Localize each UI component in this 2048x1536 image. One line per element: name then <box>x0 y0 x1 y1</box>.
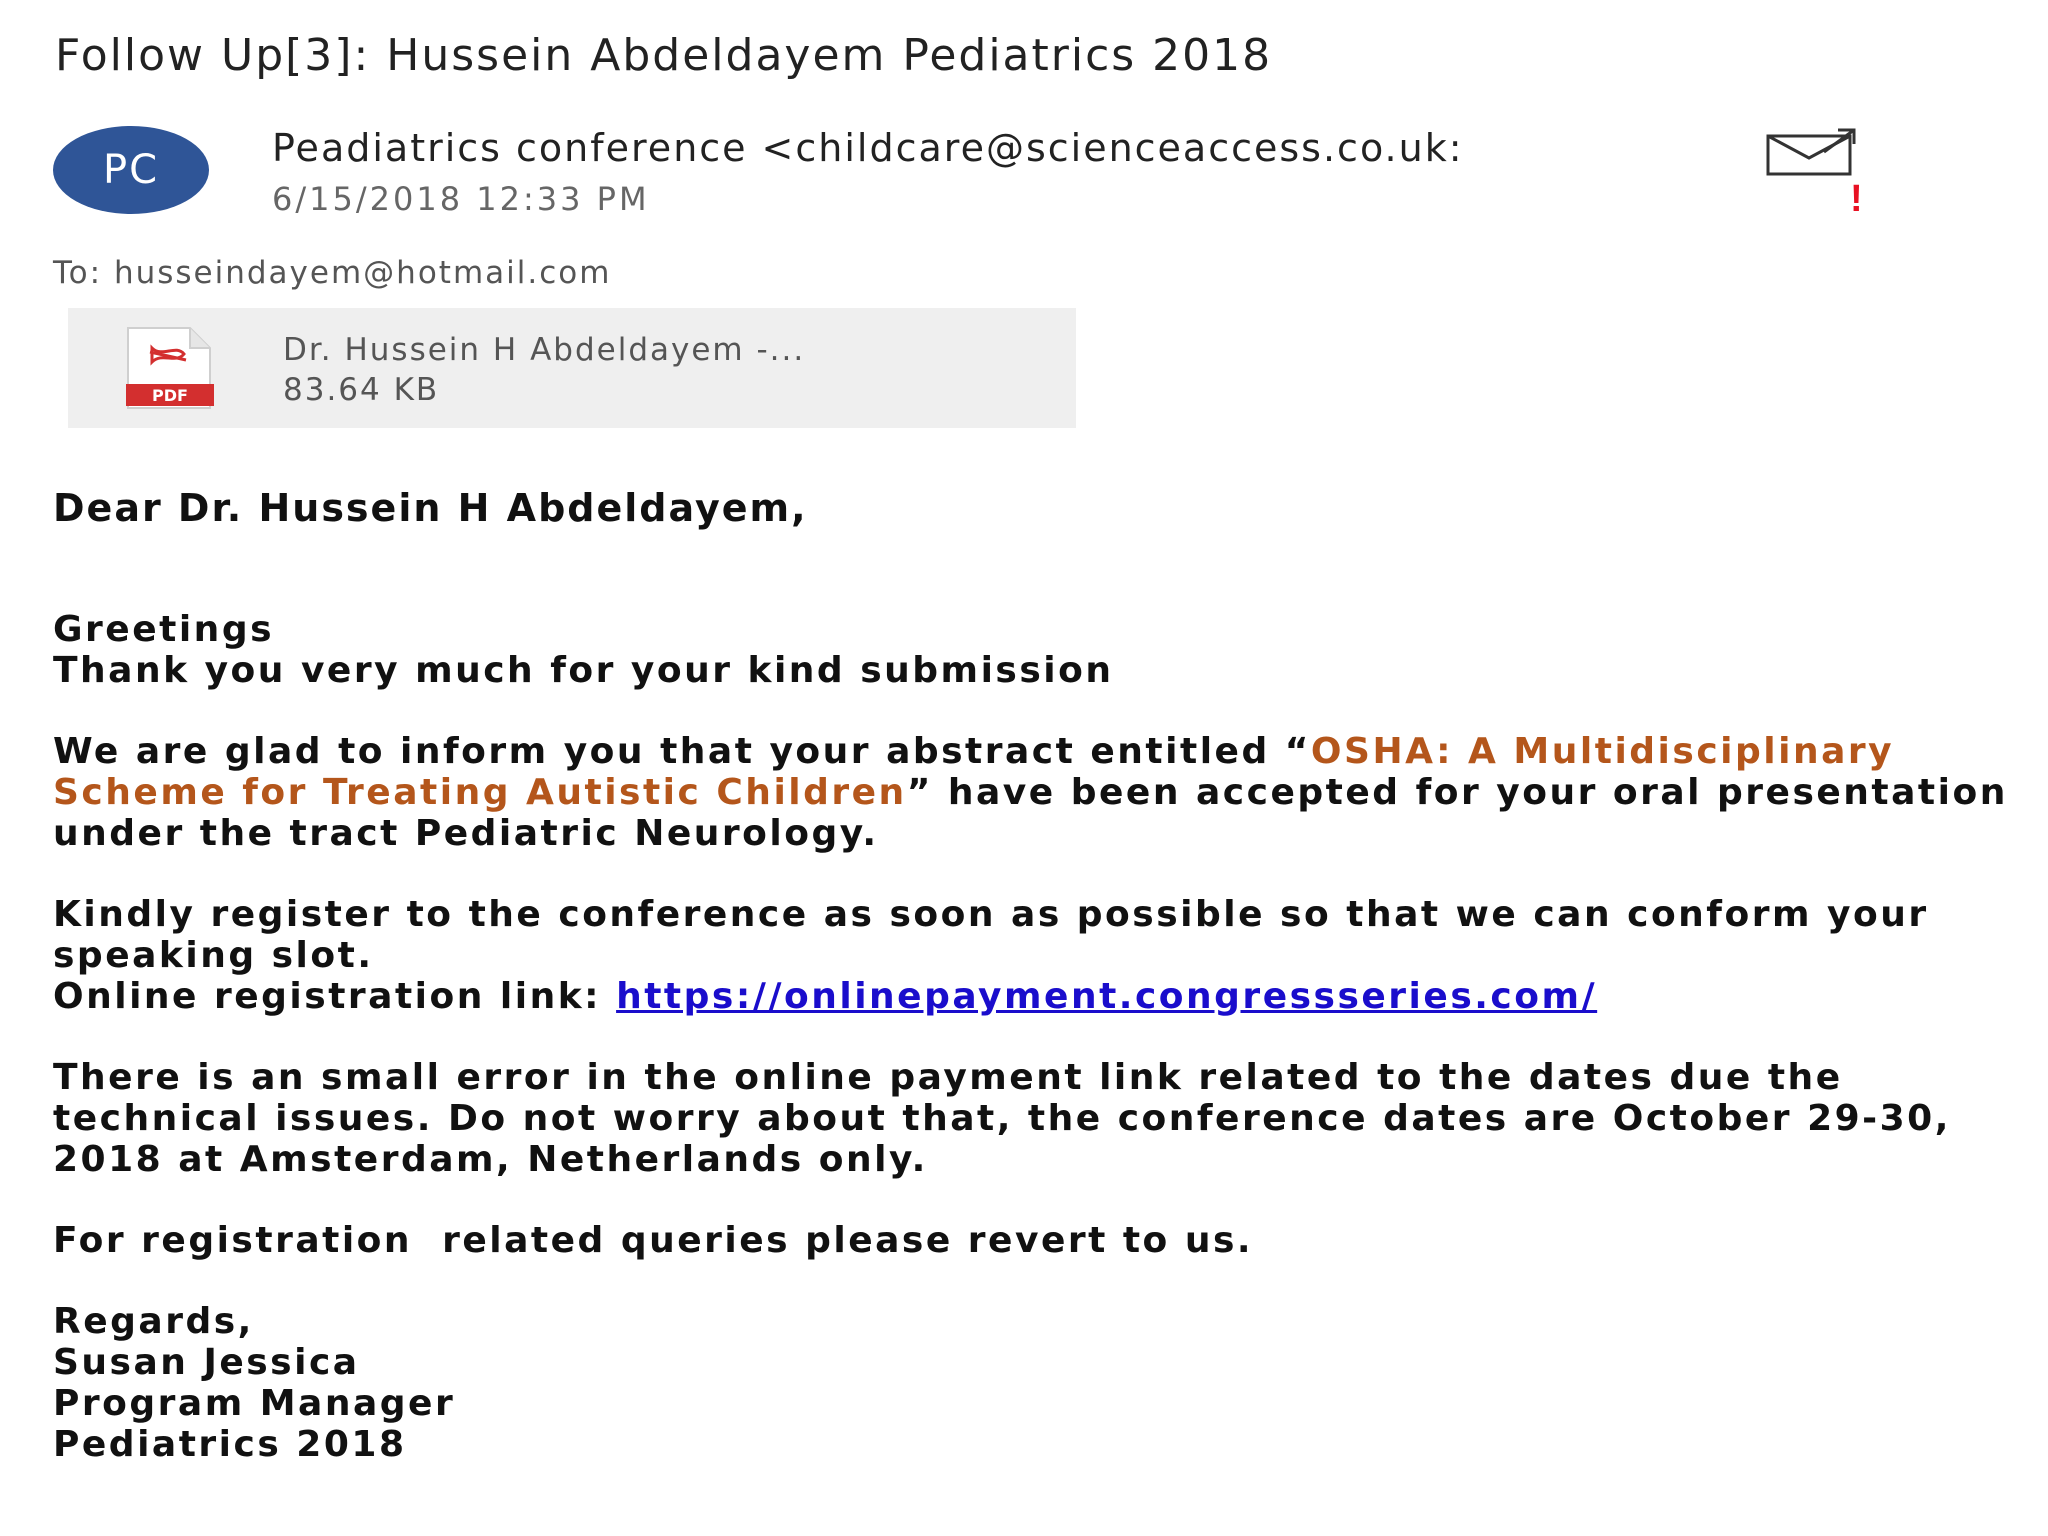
acceptance-paragraph <box>53 731 2013 854</box>
registration-link-label: Online registration link: <box>53 976 617 1017</box>
closing: Regards, <box>53 1301 254 1342</box>
pdf-file-icon <box>118 326 228 410</box>
signature-name: Susan Jessica <box>53 1342 360 1383</box>
acceptance-text-end: ” have been accepted for your oral presentation under the tract Pediatric Neurology. <box>53 772 2008 854</box>
sender-address[interactable]: <childcare@scienceaccess.co.uk: <box>761 126 1464 170</box>
salutation: Dear Dr. Hussein H Abdeldayem, <box>53 486 808 530</box>
registration-paragraph: Kindly register to the conference as soon as possible so that we can conform your speaking slot. <box>53 894 1929 976</box>
recipient-line <box>53 255 611 291</box>
signature-org: Pediatrics 2018 <box>53 1424 407 1465</box>
open-in-new-window-icon[interactable] <box>1766 128 1856 176</box>
email-datetime: 6/15/2018 12:33 PM <box>272 180 650 218</box>
thanks-line: Thank you very much for your kind submission <box>53 650 1114 691</box>
sender-name[interactable]: Peadiatrics conference <box>272 126 748 170</box>
attachment-card[interactable] <box>68 308 1076 428</box>
attachment-name: Dr. Hussein H Abdeldayem -... <box>283 332 806 368</box>
recipient-address[interactable]: husseindayem@hotmail.com <box>113 255 612 291</box>
queries-paragraph: For registration related queries please revert to us. <box>53 1220 1254 1261</box>
registration-link-line <box>53 976 2013 1017</box>
sender-line <box>272 126 1464 170</box>
high-importance-icon: ! <box>1850 178 1863 220</box>
acceptance-text-start: We are glad to inform you that your abstract entitled “ <box>53 731 1311 772</box>
pdf-icon-label: PDF <box>152 386 188 405</box>
abstract-title: OSHA: A Multidisciplinary Scheme for Treating Autistic Children <box>53 731 1895 813</box>
email-subject: Follow Up[3]: Hussein Abdeldayem Pediatrics 2018 <box>55 30 1273 81</box>
signature-role: Program Manager <box>53 1383 456 1424</box>
sender-avatar[interactable]: PC <box>53 126 209 214</box>
dates-paragraph: There is an small error in the online payment link related to the dates due the technical issues. Do not worry about that, the conference dates are October 29-30, 2018 at Amsterdam, Netherlands only. <box>53 1057 1951 1180</box>
to-label: To: <box>53 255 103 291</box>
greeting: Greetings <box>53 609 275 650</box>
registration-link[interactable]: https://onlinepayment.congressseries.com/ <box>616 976 1598 1017</box>
email-body <box>53 488 2013 1465</box>
attachment-size: 83.64 KB <box>283 372 440 408</box>
